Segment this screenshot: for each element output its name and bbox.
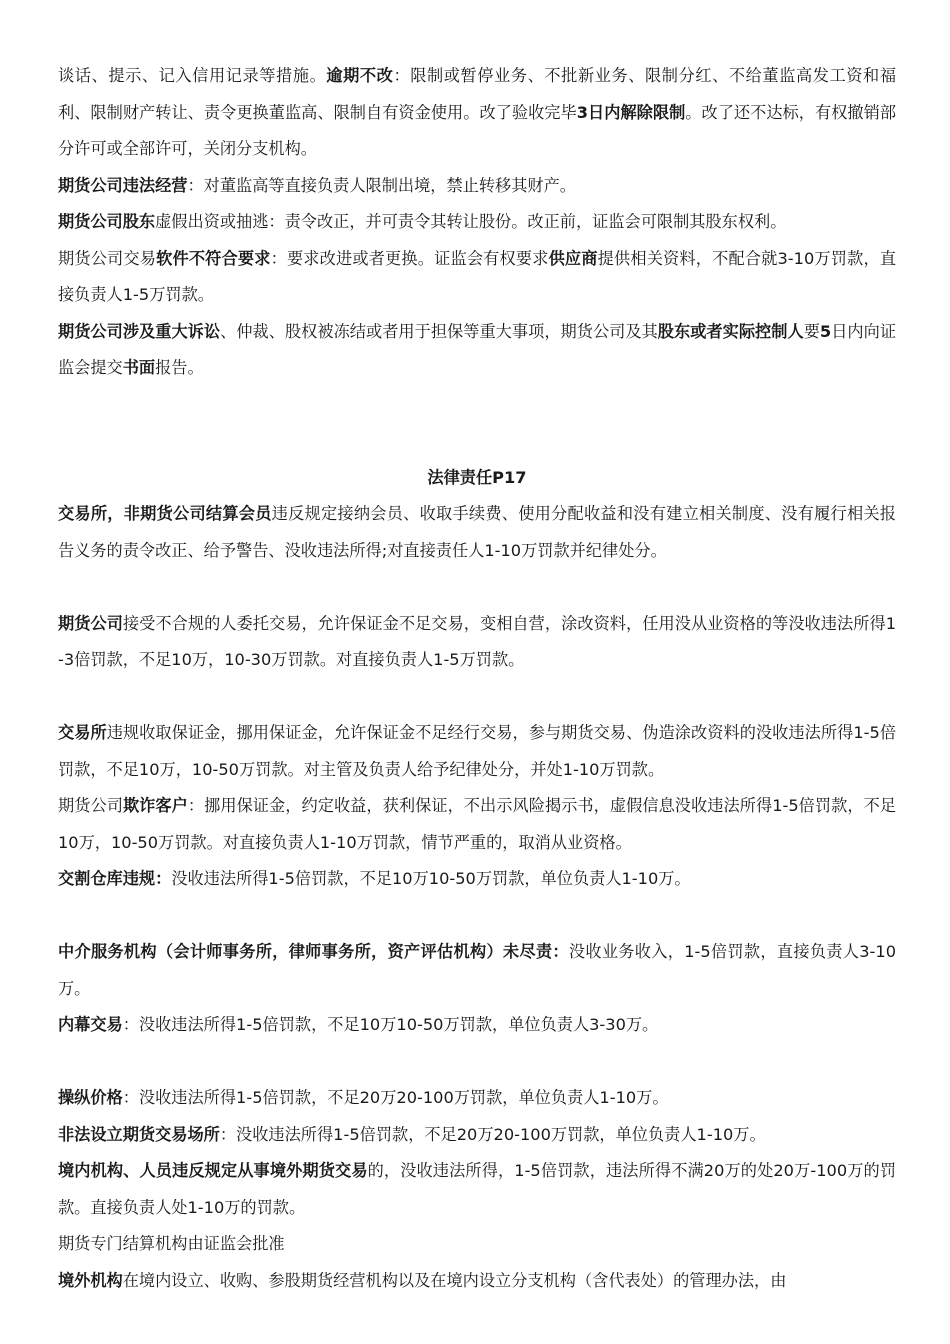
- paragraph-overseas-trading: [58, 1153, 896, 1226]
- bold-run: 欺诈客户: [122, 796, 188, 815]
- bold-run: 逾期不改: [326, 66, 394, 85]
- bold-run: 境内机构、人员违反规定从事境外期货交易: [58, 1161, 368, 1180]
- text-run: ：没收违法所得1-5倍罚款，不足20万20-100万罚款，单位负责人1-10万。: [122, 1088, 669, 1107]
- text-run: 提供相关资料，不配合就3-10万罚款，直接负责人1-5万罚款。: [58, 248, 897, 304]
- bold-run: 3日内解除限制: [576, 102, 686, 122]
- paragraph-exchange-clearing-member: [58, 496, 896, 569]
- text-run: 期货专门结算机构由证监会批准: [58, 1234, 285, 1253]
- bold-run: 期货公司: [58, 613, 123, 633]
- bold-run: 交割仓库违规：: [58, 869, 172, 888]
- paragraph-clearing-approval: [58, 1226, 896, 1263]
- text-run: 要: [803, 321, 820, 341]
- text-run: ：挪用保证金，约定收益，获利保证，不出示风险揭示书，虚假信息没收违法所得1-5倍罚款，不足10万，10-50万罚款。对直接负责人1-10万罚款，情节严重的，取消从业资格。: [58, 796, 897, 852]
- text-run: ：没收违法所得1-5倍罚款，不足10万10-50万罚款，单位负责人3-30万。: [122, 1015, 659, 1034]
- text-run: 的，没收违法所得，1-5倍罚款，违法所得不满20万的处20万-100万的罚款。直接负责人处1-10万的罚款。: [58, 1161, 897, 1217]
- text-run: 虚假出资或抽逃：责令改正，并可责令其转让股份。改正前，证监会可限制其股东权利。: [155, 212, 787, 231]
- spacer: [58, 679, 896, 716]
- text-run: 谈话、提示、记入信用记录等措施。: [58, 66, 327, 85]
- text-run: 违规收取保证金，挪用保证金，允许保证金不足经行交易，参与期货交易、伪造涂改资料的没收违法所得1-5倍罚款，不足10万，10-50万罚款。对主管及负责人给予纪律处分，并处1-10万罚款。: [58, 723, 897, 779]
- text-run: 期货公司: [58, 796, 123, 815]
- paragraph-fraud: [58, 788, 896, 861]
- text-run: ：对董监高等直接负责人限制出境，禁止转移其财产。: [187, 175, 576, 195]
- spacer: [58, 387, 896, 460]
- paragraph-software: [58, 241, 896, 314]
- spacer: [58, 569, 896, 606]
- text-run: 在境内设立、收购、参股期货经营机构以及在境内设立分支机构（含代表处）的管理办法，由: [122, 1270, 787, 1290]
- paragraph-futures-company: [58, 606, 896, 679]
- bold-run: 操纵价格: [58, 1088, 123, 1107]
- paragraph-price-manipulation: [58, 1080, 896, 1117]
- text-run: 接受不合规的人委托交易，允许保证金不足交易，变相自营，涂改资料，任用没从业资格的等没收违法所得1-3倍罚款，不足10万，10-30万罚款。对直接负责人1-5万罚款。: [58, 613, 897, 669]
- text-run: 期货公司交易: [58, 248, 157, 268]
- paragraph-illegal-exchange: [58, 1117, 896, 1154]
- bold-run: 期货公司股东: [58, 212, 156, 231]
- paragraph-supervision-measures: [58, 58, 896, 168]
- text-run: 。改了还不达标，有权撤销部分许可或全部许可，关闭分支机构。: [58, 102, 897, 158]
- bold-run: 境外机构: [58, 1270, 123, 1290]
- text-run: 违反规定接纳会员、收取手续费、使用分配收益和没有建立相关制度、没有履行相关报告义务的责令改正、给予警告、没收违法所得;对直接责任人1-10万罚款并纪律处分。: [58, 504, 896, 560]
- paragraph-warehouse: [58, 861, 896, 898]
- text-run: 、仲裁、股权被冻结或者用于担保等重大事项，期货公司及其: [220, 321, 658, 341]
- bold-run: 期货公司违法经营: [58, 175, 188, 195]
- text-run: ：要求改进或者更换。证监会有权要求: [270, 248, 549, 268]
- bold-run: 5: [819, 321, 832, 341]
- bold-run: 交易所: [58, 723, 107, 742]
- spacer: [58, 898, 896, 935]
- document-page: [58, 58, 896, 1299]
- bold-run: 非法设立期货交易场所: [58, 1124, 220, 1144]
- bold-run: 中介服务机构（会计师事务所，律师事务所，资产评估机构）未尽责：: [58, 942, 569, 961]
- text-run: ：没收违法所得1-5倍罚款，不足20万20-100万罚款，单位负责人1-10万。: [219, 1124, 766, 1144]
- paragraph-foreign-institution: [58, 1263, 896, 1300]
- text-run: 报告。: [155, 358, 204, 377]
- paragraph-exchange: [58, 715, 896, 788]
- bold-run: 期货公司涉及重大诉讼: [58, 321, 221, 341]
- spacer: [58, 1044, 896, 1081]
- text-run: ：限制或暂停业务、不批新业务、限制分红、不给董监高发工资和福利、限制财产转让、责令更换董监高、限制自有资金使用。改了验收完毕: [58, 66, 897, 122]
- paragraph-intermediary: [58, 934, 896, 1007]
- bold-run: 交易所，非期货公司结算会员: [58, 504, 272, 523]
- bold-run: 内幕交易: [58, 1015, 123, 1034]
- text-run: 日内向证监会提交: [58, 321, 897, 377]
- bold-run: 供应商: [548, 248, 598, 268]
- bold-run: 软件不符合要求: [156, 248, 271, 268]
- text-run: 没收违法所得1-5倍罚款，不足10万10-50万罚款，单位负责人1-10万。: [171, 869, 691, 888]
- paragraph-illegal-operation: [58, 168, 896, 205]
- paragraph-shareholder: [58, 204, 896, 241]
- bold-run: 书面: [122, 358, 156, 377]
- section-heading: 法律责任P17: [427, 467, 527, 487]
- paragraph-major-litigation: [58, 314, 896, 387]
- bold-run: 股东或者实际控制人: [657, 321, 804, 341]
- paragraph-insider-trading: [58, 1007, 896, 1044]
- text-run: 没收业务收入，1-5倍罚款，直接负责人3-10万。: [58, 942, 896, 998]
